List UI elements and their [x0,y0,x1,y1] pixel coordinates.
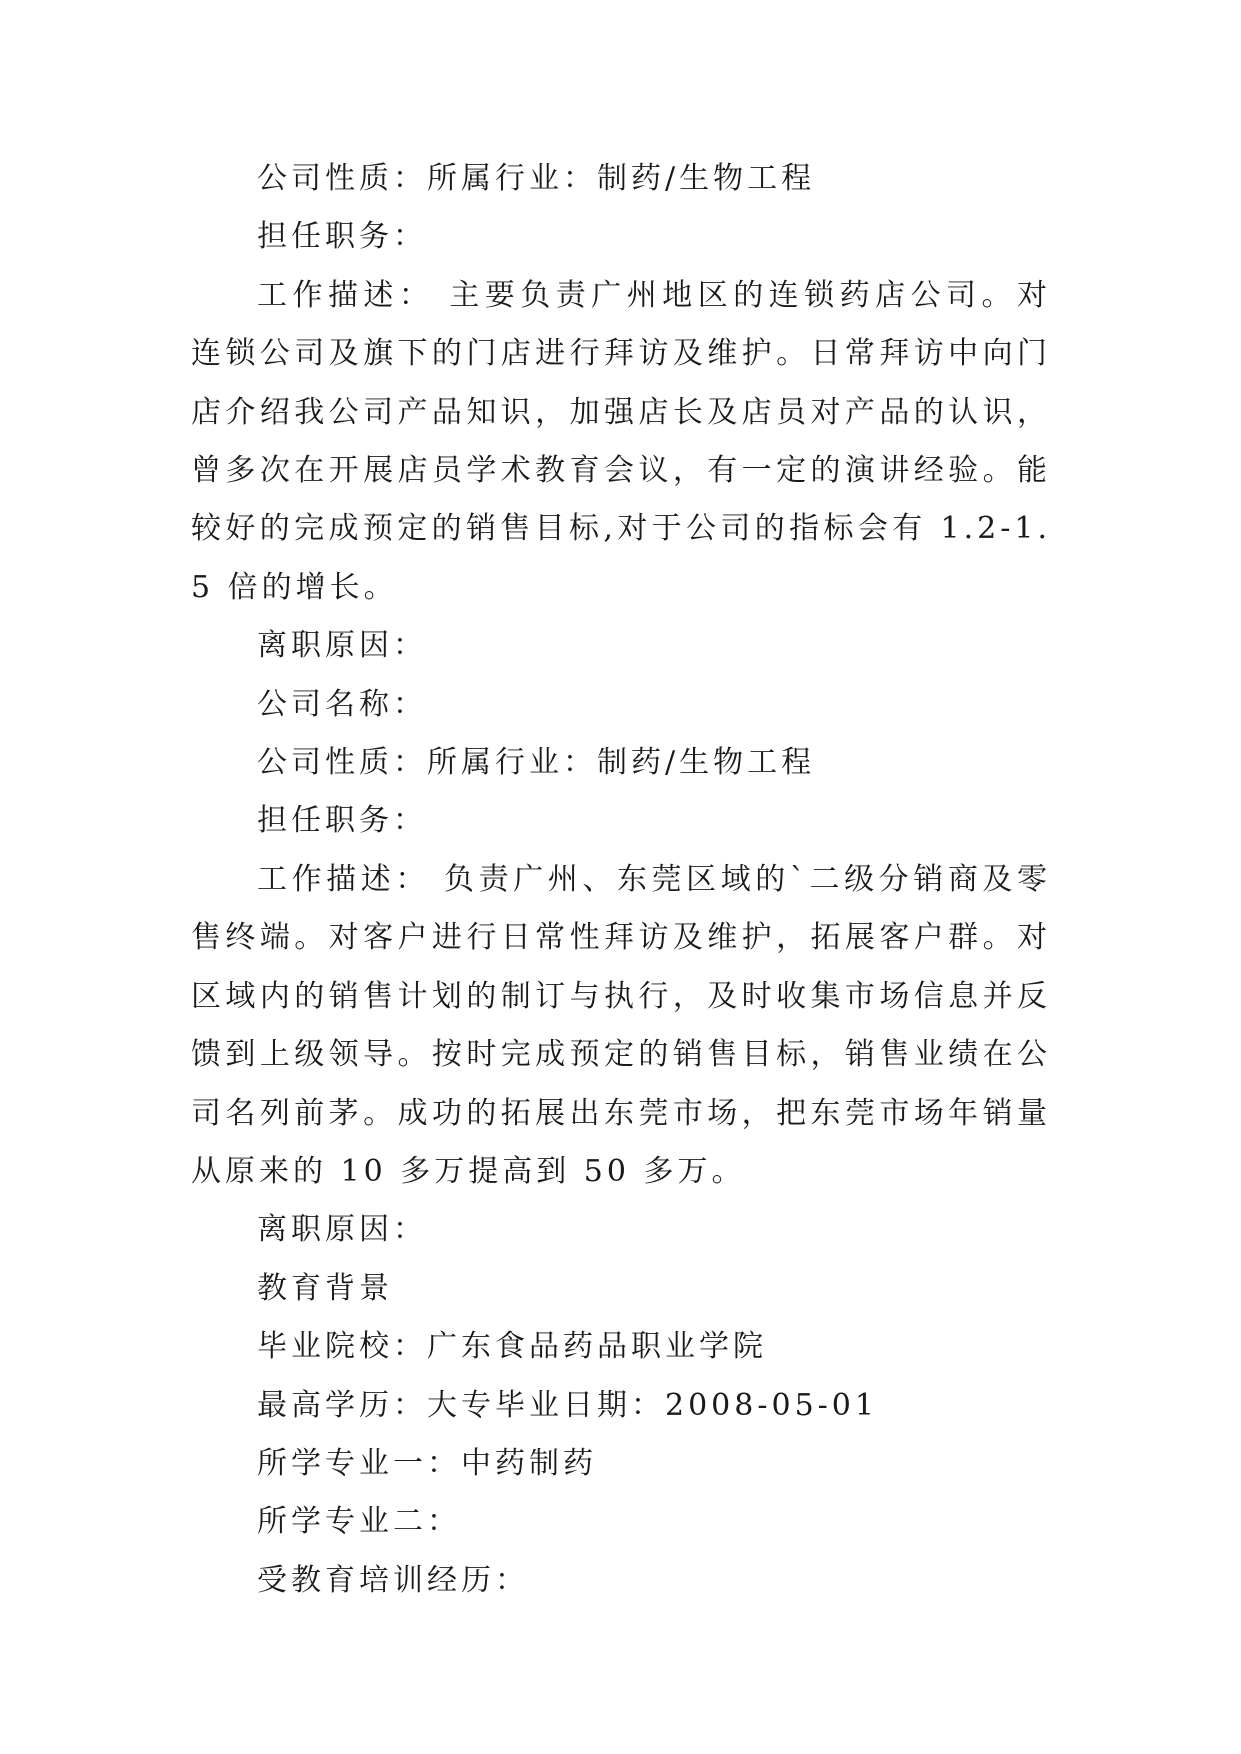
major-one-line: 所学专业一：中药制药 [257,1445,597,1481]
school-line: 毕业院校：广东食品药品职业学院 [257,1329,767,1365]
training-line: 受教育培训经历： [257,1562,529,1598]
company-nature-line: 公司性质：所属行业：制药/生物工程 [257,745,816,781]
job-description-paragraph: 工作描述： 主要负责广州地区的连锁药店公司。对连锁公司及旗下的门店进行拜访及维护。日常拜访中向门店介绍我公司产品知识，加强店长及店员对产品的认识，曾多次在开展店员学术教育会议，有一定的演讲经验。能较好的完成预定的销售目标,对于公司的指标会有 1.2-1.5 倍的增长。 [191,277,1051,605]
leave-reason-line: 离职原因： [257,628,427,664]
position-line: 担任职务： [257,219,427,255]
document-body [191,150,1051,1610]
leave-reason-line: 离职原因： [257,1212,427,1248]
position-line: 担任职务： [257,803,427,839]
major-two-line: 所学专业二： [257,1504,461,1540]
company-name-line: 公司名称： [257,686,427,722]
job-description-paragraph: 工作描述： 负责广州、东莞区域的`二级分销商及零售终端。对客户进行日常性拜访及维护，拓展客户群。对区域内的销售计划的制订与执行，及时收集市场信息并反馈到上级领导。按时完成预定的销售目标，销售业绩在公司名列前茅。成功的拓展出东莞市场，把东莞市场年销量从原来的 10 多万提高到 50 多万。 [191,861,1051,1189]
company-nature-line: 公司性质：所属行业：制药/生物工程 [257,161,816,196]
education-heading: 教育背景 [257,1270,393,1306]
degree-line: 最高学历：大专毕业日期：2008-05-01 [257,1387,878,1423]
